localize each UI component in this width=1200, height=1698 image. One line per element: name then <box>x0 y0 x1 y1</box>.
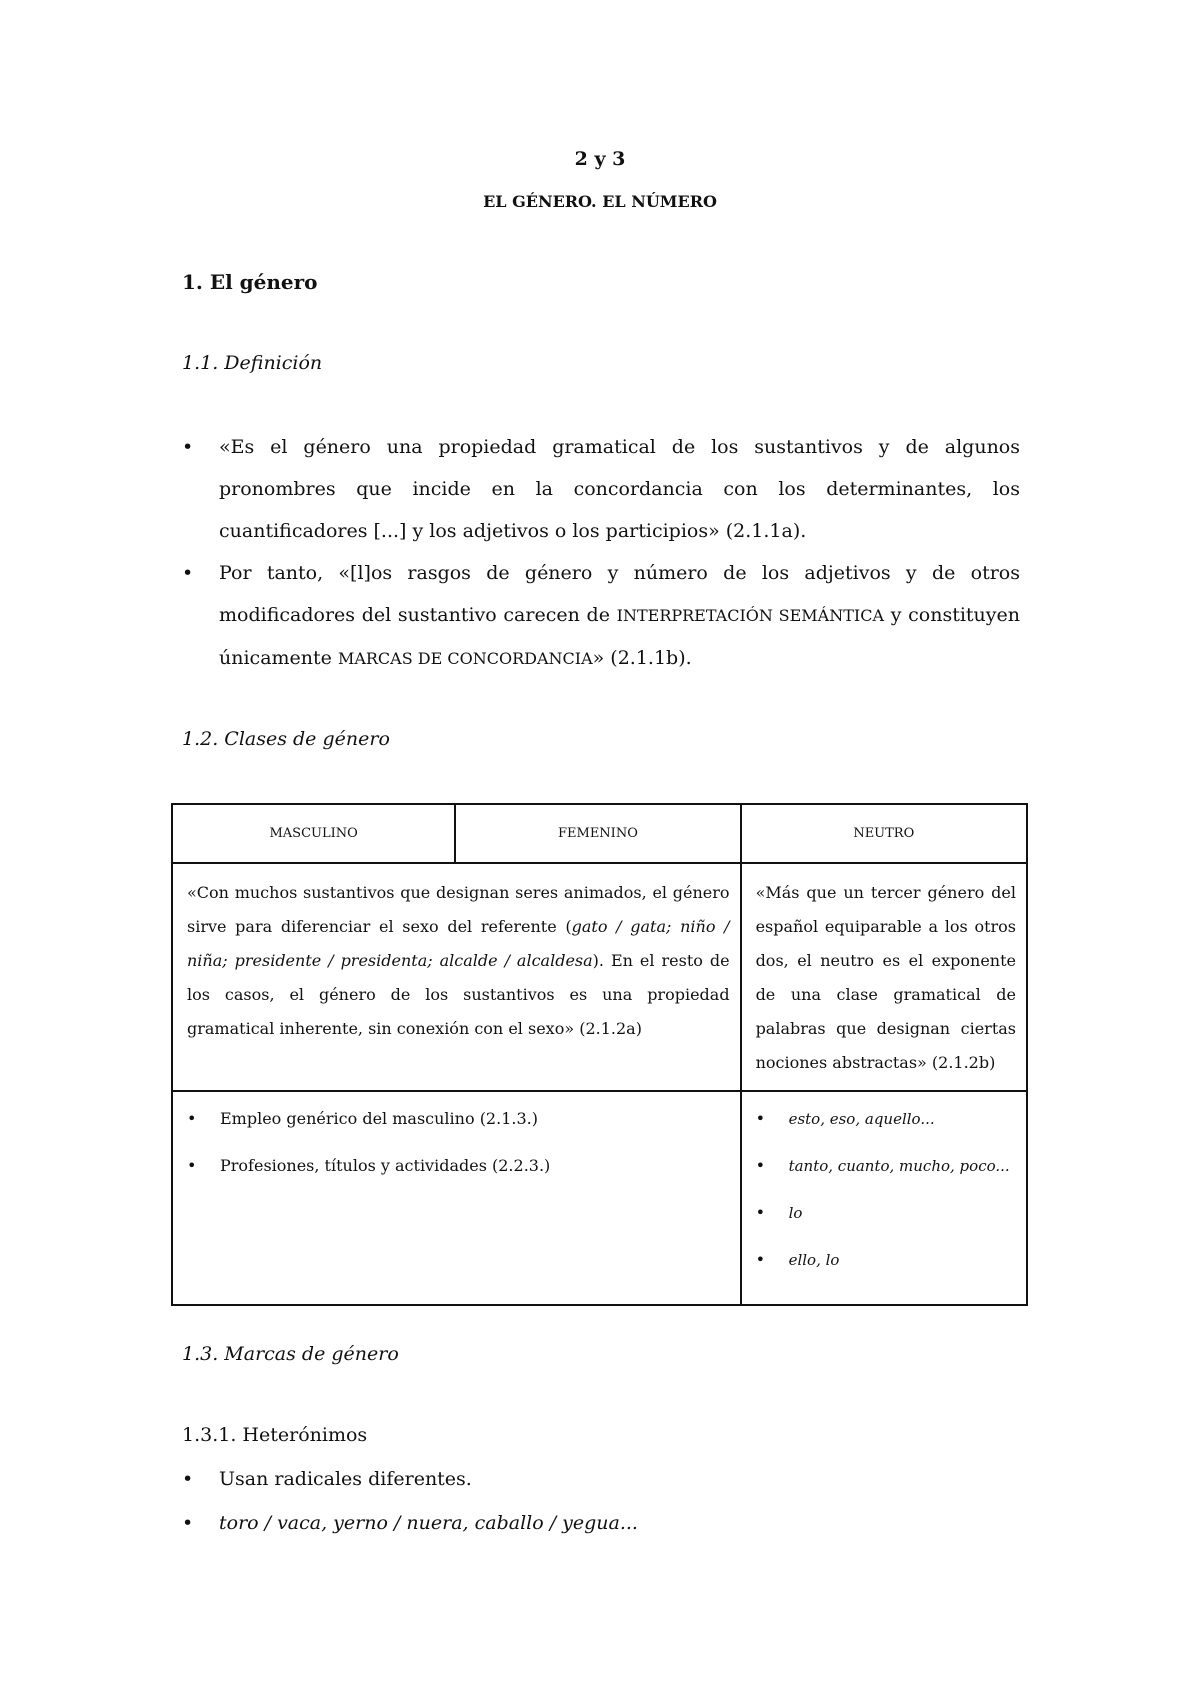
quote-cell-masc-fem: «Con muchos sustantivos que designan seres animados, el género sirve para diferenciar el sexo del referente (gato / gata; niño / niña; presidente / presidenta; alcalde / alcaldesa). En el resto de los casos, el género de los sustantivos es una propiedad gramatical inherente, sin conexión con el sexo» (2.1.2a) <box>172 863 741 1091</box>
heteronimos-examples: toro / vaca, yerno / nuera, caballo / yegua... <box>219 1512 638 1534</box>
list-item: • lo <box>756 1200 1016 1226</box>
subsection-heading-clases: 1.2. Clases de género <box>182 728 390 750</box>
definition-bullet-2 <box>182 552 1020 680</box>
bullet-icon: • <box>755 1109 765 1128</box>
list-item: • Empleo genérico del masculino (2.1.3.) <box>187 1106 730 1132</box>
gender-examples: gato / gata; niño / niña; presidente / presidenta; alcalde / alcaldesa <box>187 917 730 970</box>
heteronimos-bullet-2 <box>182 1502 1020 1544</box>
section-heading-genero: 1. El género <box>182 270 318 294</box>
gender-classes-table <box>171 803 1028 1306</box>
column-header-neutro: NEUTRO <box>741 804 1027 863</box>
list-item: • esto, eso, aquello... <box>756 1106 1016 1132</box>
bullet-icon: • <box>187 1156 197 1175</box>
definition-text-2: Por tanto, «[l]os rasgos de género y número de los adjetivos y de otros modificadores del sustantivo carecen de INTERPRETACIÓN SEMÁNTICA y constituyen únicamente MARCAS DE CONCORDANCIA» (2.1.1b). <box>219 562 1020 669</box>
definition-text-1: «Es el género una propiedad gramatical de los sustantivos y de algunos pronombres que incide en la concordancia con los determinantes, los cuantificadores [...] y los adjetivos o los participios» (2.1.1a). <box>219 436 1020 542</box>
bullet-icon: • <box>755 1250 765 1269</box>
list-cell-masc-fem <box>172 1091 741 1305</box>
list-item: • Profesiones, títulos y actividades (2.2.3.) <box>187 1153 730 1179</box>
chapter-title: EL GÉNERO. EL NÚMERO <box>483 192 717 211</box>
list-cell-neutro <box>741 1091 1027 1305</box>
term-marcas-de-concordancia: MARCAS DE CONCORDANCIA <box>337 649 593 668</box>
column-header-femenino: FEMENINO <box>455 804 740 863</box>
subsubsection-heading-heteronimos: 1.3.1. Heterónimos <box>182 1424 368 1446</box>
bullet-icon: • <box>182 1512 194 1534</box>
bullet-icon: • <box>182 1468 194 1490</box>
definition-bullet-1 <box>182 426 1020 552</box>
bullet-icon: • <box>755 1156 765 1175</box>
quote-cell-neutro: «Más que un tercer género del español equiparable a los otros dos, el neutro es el exponente de una clase gramatical de palabras que designan ciertas nociones abstractas» (2.1.2b) <box>741 863 1027 1091</box>
bullet-icon: • <box>187 1109 197 1128</box>
bullet-icon: • <box>182 436 194 458</box>
list-item: • tanto, cuanto, mucho, poco... <box>756 1153 1016 1179</box>
term-interpretacion-semantica: INTERPRETACIÓN SEMÁNTICA <box>616 606 884 625</box>
bullet-icon: • <box>182 562 194 584</box>
list-item: • ello, lo <box>756 1247 1016 1273</box>
bullet-icon: • <box>755 1203 765 1222</box>
subsection-heading-marcas: 1.3. Marcas de género <box>182 1343 399 1365</box>
column-header-masculino: MASCULINO <box>172 804 455 863</box>
heteronimos-bullet-1: • Usan radicales diferentes. <box>182 1458 1020 1500</box>
subsection-heading-definicion: 1.1. Definición <box>182 352 323 374</box>
chapter-number: 2 y 3 <box>574 148 626 170</box>
